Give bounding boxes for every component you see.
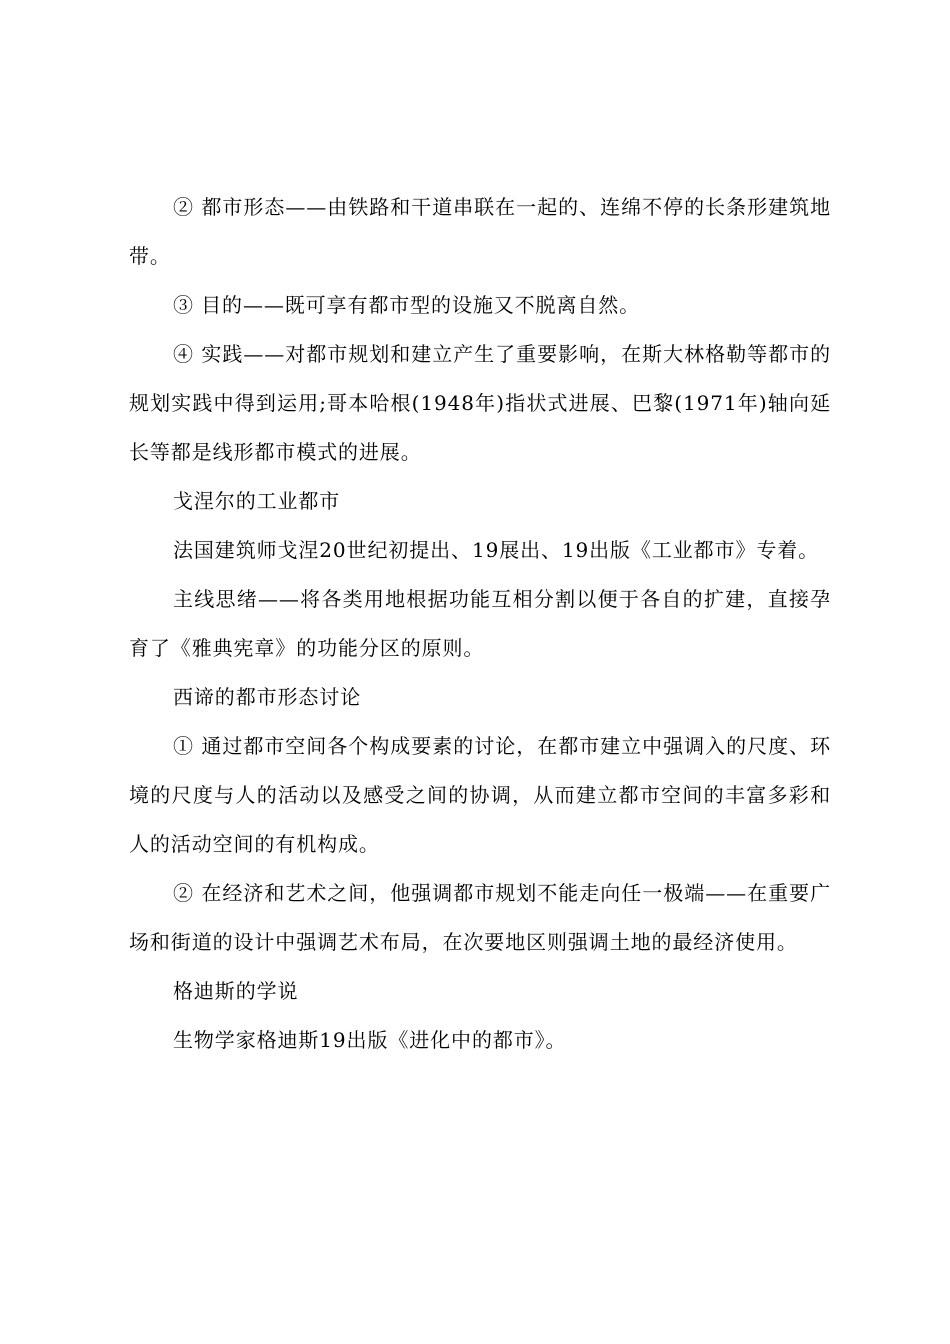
paragraph-sitte-2: ② 在经济和艺术之间，他强调都市规划不能走向任一极端——在重要广场和街道的设计中强调艺术布局，在次要地区则强调土地的最经济使用。	[129, 881, 831, 954]
paragraph-geddes: 生物学家格迪斯19出版《进化中的都市》。	[173, 1028, 567, 1052]
section-heading-geddes: 格迪斯的学说	[173, 979, 299, 1003]
paragraph-urban-form: ② 都市形态——由铁路和干道串联在一起的、连绵不停的长条形建筑地带。	[129, 195, 831, 268]
paragraph-practice: ④ 实践——对都市规划和建立产生了重要影响，在斯大林格勒等都市的规划实践中得到运用;哥本哈根(1948年)指状式进展、巴黎(1971年)轴向延长等都是线形都市模式的进展。	[129, 342, 831, 464]
paragraph-sitte-1: ① 通过都市空间各个构成要素的讨论，在都市建立中强调入的尺度、环境的尺度与人的活动以及感受之间的协调，从而建立都市空间的丰富多彩和人的活动空间的有机构成。	[129, 734, 831, 856]
section-heading-sitte: 西谛的都市形态讨论	[173, 685, 362, 709]
paragraph-purpose: ③ 目的——既可享有都市型的设施又不脱离自然。	[173, 293, 641, 317]
document-page	[129, 183, 831, 1065]
section-heading-industrial-city: 戈涅尔的工业都市	[173, 489, 341, 513]
paragraph-garnier-intro: 法国建筑师戈涅20世纪初提出、19展出、19出版《工业都市》专着。	[173, 538, 820, 562]
paragraph-main-idea: 主线思绪——将各类用地根据功能互相分割以便于各自的扩建，直接孕育了《雅典宪章》的功能分区的原则。	[129, 587, 831, 660]
